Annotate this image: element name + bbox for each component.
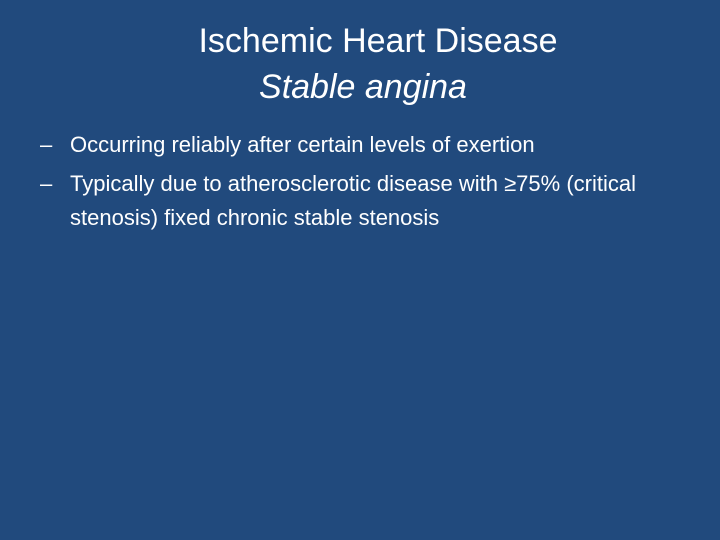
slide-subtitle: Stable angina — [259, 68, 467, 106]
bullet-item — [40, 167, 700, 235]
bullet-dash-icon: – — [40, 132, 53, 157]
slide-title: Ischemic Heart Disease — [198, 22, 558, 60]
bullet-text: Typically due to atherosclerotic disease with ≥75% (critical stenosis) fixed chronic stable stenosis — [70, 171, 636, 230]
bullet-text: Occurring reliably after certain levels of exertion — [70, 132, 535, 157]
title-block — [0, 18, 720, 110]
bullet-list — [40, 128, 700, 240]
bullet-item — [40, 128, 700, 162]
bullet-dash-icon: – — [40, 171, 53, 196]
